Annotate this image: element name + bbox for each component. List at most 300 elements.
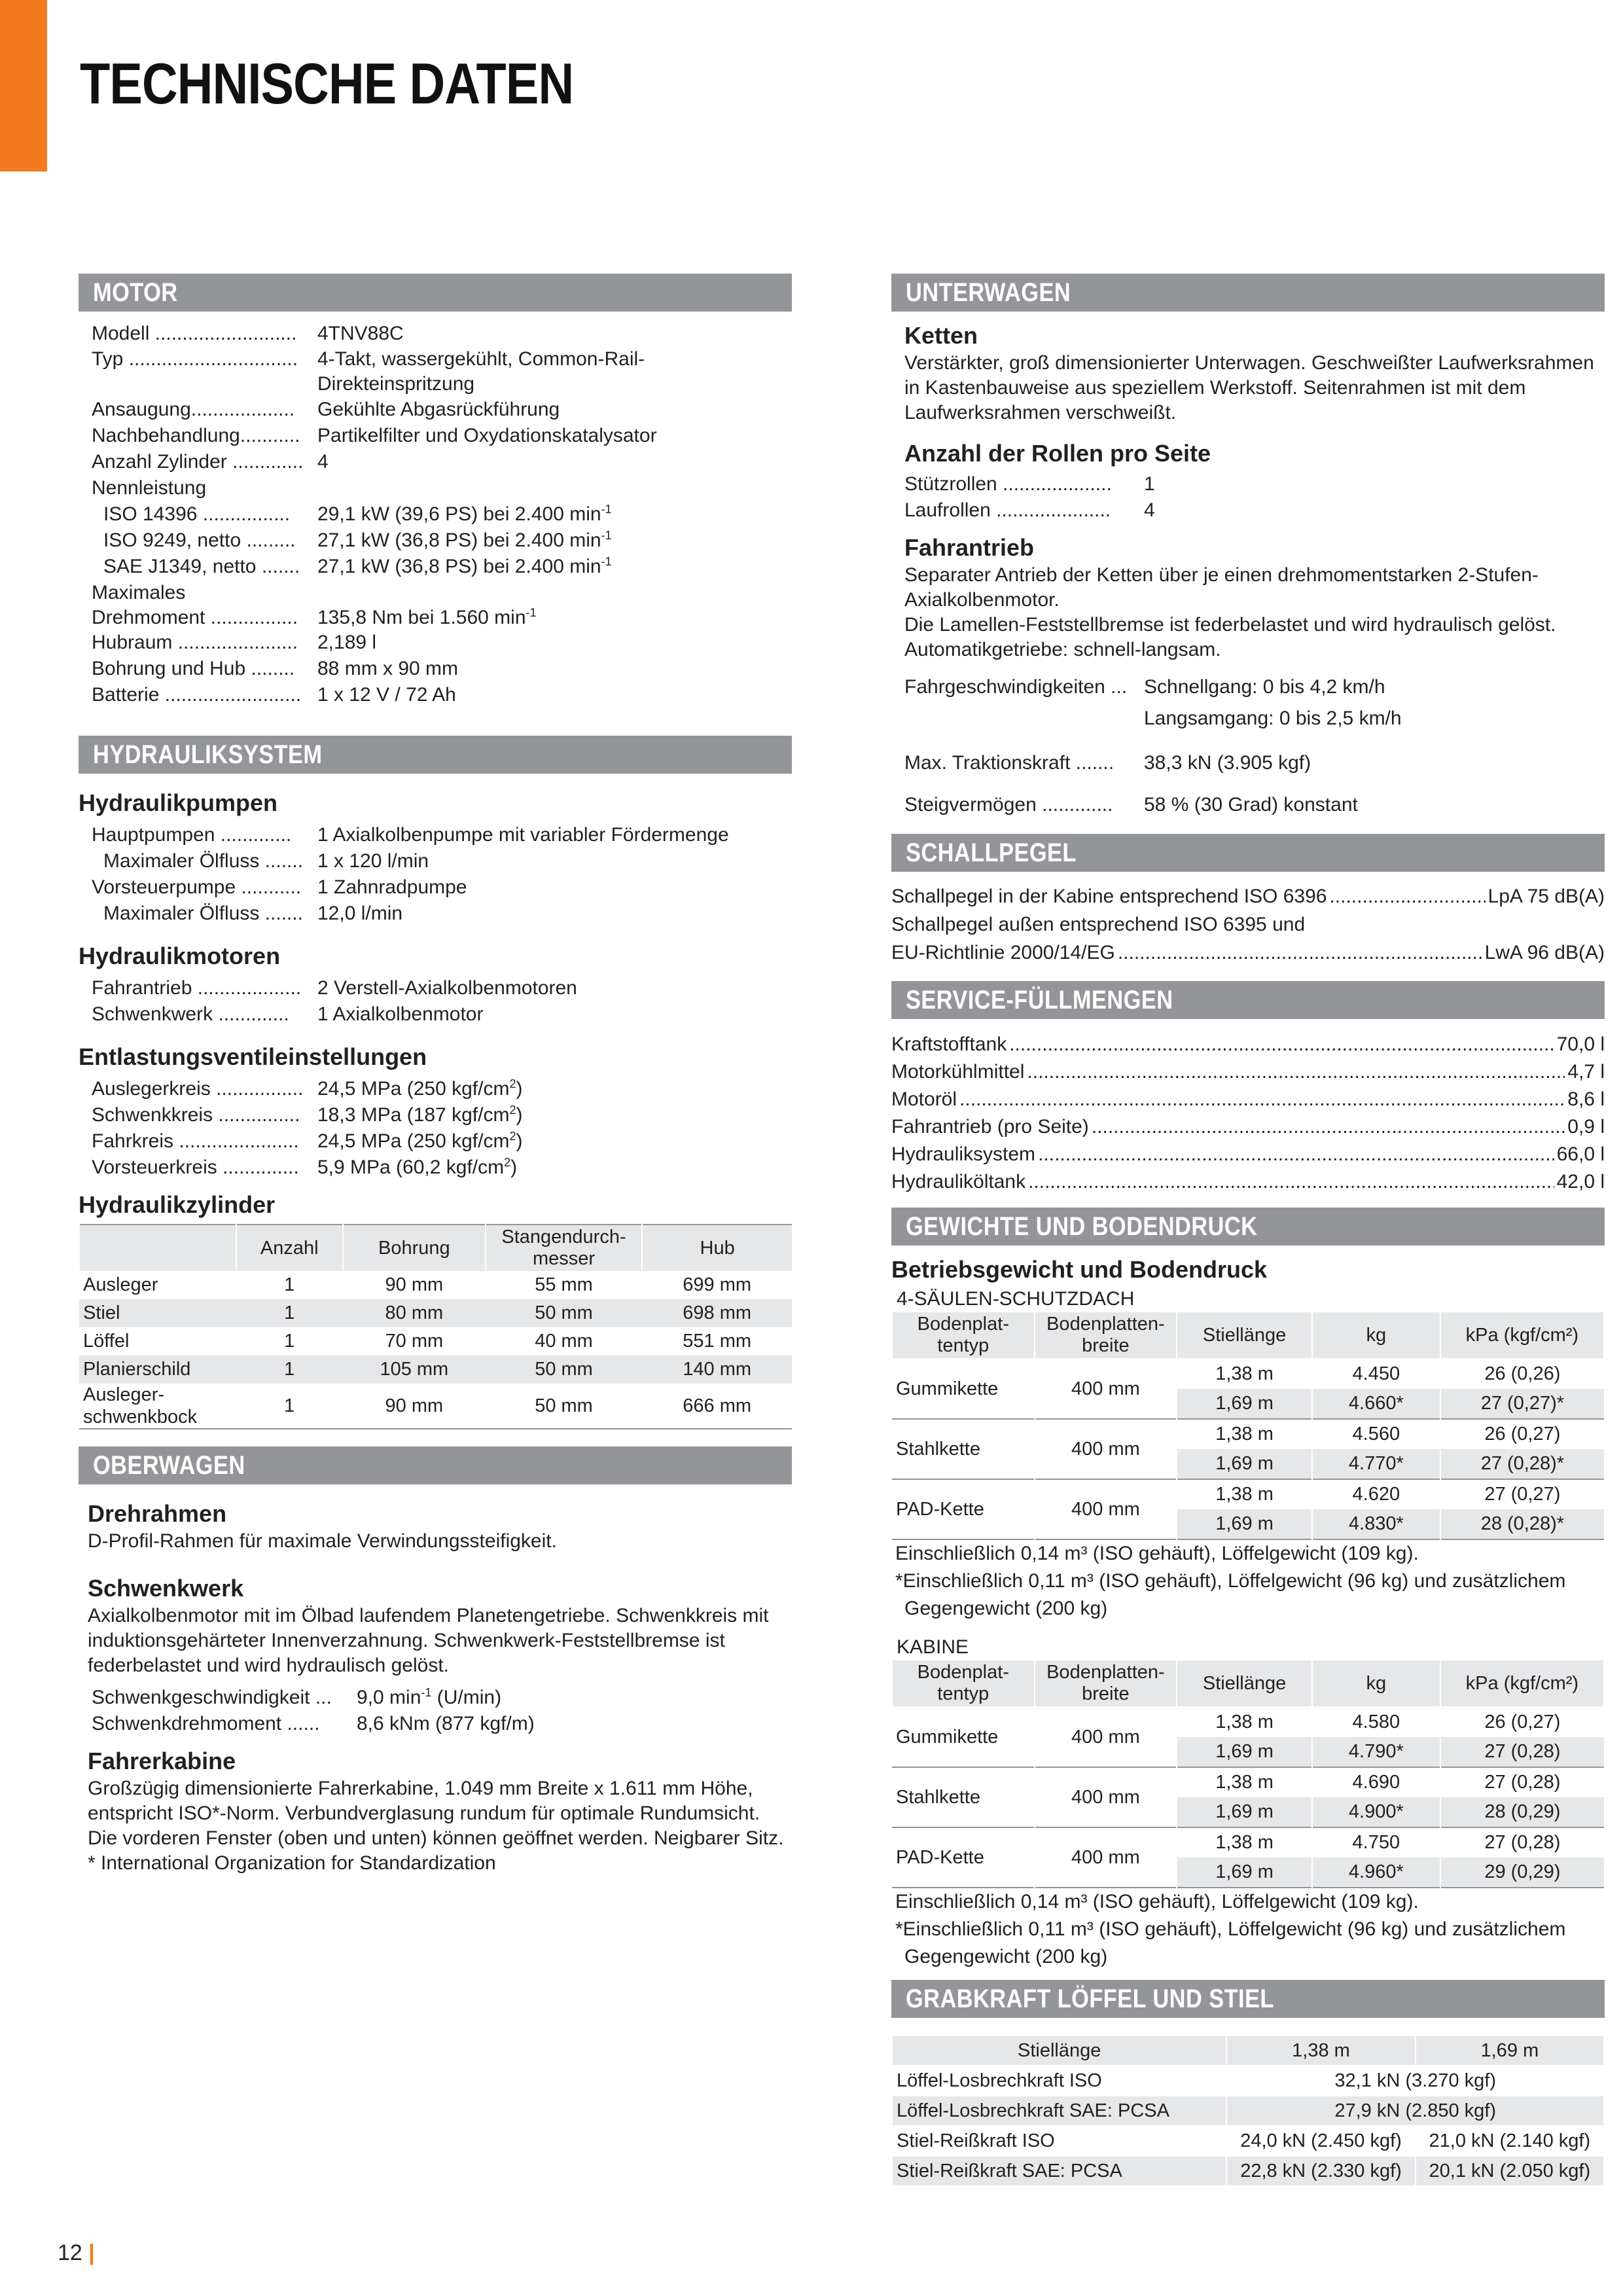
spec-row-langsamgang: Langsamgang: 0 bis 2,5 km/h (1144, 708, 1402, 729)
spec-value-sup: 2 (509, 1130, 516, 1143)
table-header-cell: Stangendurch-messer (486, 1225, 643, 1271)
section-header-service: SERVICE-FÜLLMENGEN (891, 981, 1605, 1019)
spec-value-sup: -1 (601, 503, 612, 516)
table-header-cell: Stiellänge (892, 2036, 1226, 2066)
spec-label: Maximaler Ölfluss ....... (103, 850, 304, 872)
weights-note: *Einschließlich 0,11 m³ (ISO gehäuft), Löffelgewicht (96 kg) und zusätzlichem (895, 1570, 1566, 1592)
motor-spec-list (79, 321, 792, 708)
spec-value-tail: (U/min) (431, 1687, 502, 1708)
table-cell: 1,69 m (1177, 1797, 1312, 1827)
spec-value-text: 4 (317, 451, 329, 473)
service-fuellmengen-list (891, 1031, 1605, 1196)
table-cell-breite: 400 mm (1035, 1707, 1177, 1767)
table-header-cell: Bohrung (343, 1225, 486, 1271)
spec-label: Bohrung und Hub ........ (92, 658, 295, 679)
table-row (79, 1355, 792, 1384)
spec-value (1144, 471, 1605, 497)
subsection-hydraulikpumpen: Hydraulikpumpen (79, 789, 278, 816)
spec-value (317, 397, 792, 423)
motor-power-row (79, 528, 792, 554)
table-header-cell: Bodenplatten-breite (1035, 1660, 1177, 1707)
spec-value (317, 682, 792, 708)
table-cell: 1,38 m (1177, 1707, 1312, 1737)
motor-row (79, 630, 792, 656)
table-header-cell: Stiellänge (1177, 1312, 1312, 1359)
table-cell: 29 (0,29) (1440, 1857, 1604, 1888)
spec-value (317, 347, 792, 397)
section-header-schallpegel: SCHALLPEGEL (891, 834, 1605, 872)
spec-value-text: 27,1 kW (36,8 PS) bei 2.400 min (317, 556, 601, 577)
page-number-separator: | (88, 2240, 95, 2265)
service-item-label: Motorkühlmittel (891, 1061, 1025, 1083)
table-header-cell: kPa (kgf/cm²) (1440, 1660, 1604, 1707)
schwenk-row (79, 1685, 792, 1711)
table-header-cell: Bodenplat-tentyp (892, 1312, 1035, 1359)
spec-value-text: 1 Axialkolbenpumpe mit variabler Fördermenge (317, 824, 729, 846)
motor-row (79, 347, 792, 397)
table-cell: 699 mm (683, 1274, 752, 1295)
spec-label: Schwenkwerk ............. (92, 1003, 289, 1025)
dot-leader (959, 1086, 1565, 1113)
table-cell: 1,38 m (1177, 1827, 1312, 1857)
service-item-label: Kraftstofftank (891, 1033, 1007, 1055)
spec-label: ISO 14396 ................ (103, 503, 291, 525)
spec-value (317, 1001, 792, 1028)
table-header-cell: Hub (642, 1225, 792, 1271)
table-header-row (892, 1660, 1604, 1707)
table-cell: 4.770* (1312, 1449, 1440, 1479)
table-cell: 1 (284, 1395, 295, 1416)
table-cell: 24,0 kN (2.450 kgf) (1226, 2126, 1415, 2156)
spec-value (357, 1685, 792, 1711)
table-cell: 4.580 (1312, 1707, 1440, 1737)
subsection-ketten: Ketten (904, 322, 978, 349)
motor-row (79, 656, 792, 682)
table-cell-breite: 400 mm (1035, 1359, 1177, 1419)
motor-row (79, 682, 792, 708)
table-row (79, 1327, 792, 1355)
ventil-row (79, 1102, 792, 1128)
weights-table-caption: 4-SÄULEN-SCHUTZDACH (897, 1288, 1135, 1310)
service-item (891, 1168, 1605, 1196)
spec-label: Maximales (92, 582, 186, 603)
subsection-fahrerkabine: Fahrerkabine (88, 1748, 236, 1774)
spec-label: Vorsteuerpumpe ........... (92, 876, 302, 898)
subsection-rollen: Anzahl der Rollen pro Seite (904, 440, 1211, 467)
table-cell: 4.830* (1312, 1509, 1440, 1539)
spec-value-sup: -1 (601, 555, 612, 568)
subsection-drehrahmen: Drehrahmen (88, 1500, 227, 1527)
rollen-row (891, 497, 1605, 524)
table-cell: 27 (0,28) (1440, 1827, 1604, 1857)
table-cell-breite: 400 mm (1035, 1827, 1177, 1888)
table-cell: 50 mm (486, 1299, 643, 1327)
spec-label: Fahrantrieb ................... (92, 977, 302, 999)
spec-value-sup: 2 (504, 1156, 511, 1169)
spec-value (317, 475, 792, 501)
table-row (892, 2156, 1604, 2186)
service-item-value: 70,0 l (1556, 1033, 1605, 1055)
table-header-row (892, 1312, 1604, 1359)
spec-value-sup: 2 (509, 1077, 516, 1090)
schwenk-row (79, 1711, 792, 1737)
table-cell-breite: 400 mm (1035, 1479, 1177, 1539)
table-cell: 90 mm (385, 1395, 444, 1416)
spec-value (317, 1128, 792, 1155)
table-cell: 90 mm (385, 1274, 444, 1295)
table-row (892, 1767, 1604, 1797)
spec-value-text: 24,5 MPa (250 kgf/cm (317, 1078, 510, 1100)
left-column (79, 274, 792, 1876)
spec-value-text: 18,3 MPa (187 kgf/cm (317, 1104, 510, 1126)
table-cell: Stiel (79, 1299, 236, 1327)
spec-value (317, 1076, 792, 1102)
table-cell: 1,69 m (1177, 1509, 1312, 1539)
spec-value (317, 656, 792, 682)
spec-value-text: 12,0 l/min (317, 903, 403, 924)
spec-value-text: 27,1 kW (36,8 PS) bei 2.400 min (317, 529, 601, 551)
spec-value-text: 4TNV88C (317, 323, 404, 344)
dot-leader (1027, 1058, 1565, 1086)
table-row (892, 1707, 1604, 1737)
schwenkwerk-text: Axialkolbenmotor mit im Ölbad laufendem Planetengetriebe. Schwenkkreis mit induktionsgehärteter Innenverzahnung. Schwenkwerk-Feststellbremse ist federbelastet und wird hydraulisch gelöst. (88, 1605, 769, 1676)
table-cell: Ausleger (83, 1274, 158, 1295)
table-cell: Stiel-Reißkraft SAE: PCSA (892, 2156, 1226, 2186)
spec-label: Hubraum ...................... (92, 632, 298, 653)
weights-note: *Einschließlich 0,11 m³ (ISO gehäuft), Löffelgewicht (96 kg) und zusätzlichem (895, 1918, 1566, 1940)
dot-leader (1028, 1168, 1554, 1196)
spec-label: Laufrollen ..................... (904, 499, 1111, 521)
spec-label: ISO 9249, netto ......... (103, 529, 296, 551)
service-item-label: Hydrauliksystem (891, 1143, 1036, 1165)
spec-value-sup: -1 (601, 529, 612, 542)
table-cell: 4.620 (1312, 1479, 1440, 1509)
table-cell: 27,9 kN (2.850 kgf) (1226, 2096, 1604, 2126)
page-number: 12 (58, 2240, 82, 2265)
table-cell: Löffel-Losbrechkraft ISO (892, 2066, 1226, 2096)
subsection-betriebsgewicht: Betriebsgewicht und Bodendruck (891, 1256, 1268, 1283)
table-cell: 4.450 (1312, 1359, 1440, 1389)
spec-value (317, 528, 792, 554)
hydraulikzylinder-table (79, 1224, 792, 1429)
spec-value-text: 24,5 MPa (250 kgf/cm (317, 1130, 510, 1152)
table-cell: 1 (236, 1355, 343, 1384)
weights-note: Gegengewicht (200 kg) (904, 1598, 1108, 1619)
spec-value-text: 5,9 MPa (60,2 kgf/cm (317, 1157, 505, 1178)
service-item (891, 1058, 1605, 1086)
spec-label: Schwenkdrehmoment ...... (92, 1713, 320, 1734)
table-cell: 1,38 m (1177, 1419, 1312, 1449)
service-item-value: 42,0 l (1556, 1171, 1605, 1193)
fahrantrieb-text-2: Die Lamellen-Feststellbremse ist federbelastet und wird hydraulisch gelöst. Automatikgetriebe: schnell-langsam. (904, 614, 1556, 660)
spec-value (317, 501, 792, 528)
ventil-row (79, 1076, 792, 1102)
spec-value-text: 135,8 Nm bei 1.560 min (317, 607, 526, 628)
rollen-row (891, 471, 1605, 497)
rollen-spec-list (891, 471, 1605, 524)
spec-value (317, 321, 792, 347)
table-cell: 22,8 kN (2.330 kgf) (1226, 2156, 1415, 2186)
motor-row (79, 321, 792, 347)
table-row (79, 1271, 792, 1299)
ventil-row (79, 1128, 792, 1155)
spec-value-tail: ) (516, 1078, 523, 1100)
table-cell: 4.560 (1312, 1419, 1440, 1449)
spec-label: Nennleistung (92, 477, 207, 499)
spec-value-text: 1 Zahnradpumpe (317, 876, 467, 898)
motor-torque-row (79, 606, 792, 630)
section-header-grabkraft: GRABKRAFT LÖFFEL UND STIEL (891, 1980, 1605, 2018)
table-header-cell: 1,69 m (1416, 2036, 1604, 2066)
spec-label: Fahrkreis ...................... (92, 1130, 299, 1152)
page-title: TECHNISCHE DATEN (80, 51, 574, 116)
page-footer (58, 2240, 95, 2266)
right-column (891, 274, 1605, 2187)
gewichte-tables (891, 1287, 1605, 1971)
spec-value (317, 901, 792, 927)
table-cell: 27 (0,28)* (1440, 1449, 1604, 1479)
table-row (892, 2066, 1604, 2096)
table-cell: 27 (0,28) (1440, 1737, 1604, 1767)
spec-value (1144, 497, 1605, 524)
pumpen-row (79, 822, 792, 848)
spec-value (317, 874, 792, 901)
table-header-row (892, 2036, 1604, 2066)
spec-value-text: 1 (1144, 473, 1155, 495)
pumpen-spec-list (79, 822, 792, 927)
table-cell: 40 mm (535, 1331, 593, 1352)
ventile-spec-list (79, 1076, 792, 1181)
spec-value-text: 2 Verstell-Axialkolbenmotoren (317, 977, 577, 999)
dot-leader (1009, 1031, 1554, 1058)
table-cell: Ausleger-schwenkbock (83, 1384, 198, 1427)
subsection-schwenkwerk: Schwenkwerk (88, 1575, 244, 1602)
service-item-label: Hydrauliköltank (891, 1171, 1026, 1193)
motor-row (79, 475, 792, 501)
spec-value-text: 4 (1144, 499, 1155, 521)
service-item-value: 8,6 l (1567, 1088, 1605, 1110)
service-item-label: Fahrantrieb (pro Seite) (891, 1116, 1089, 1138)
table-row (892, 1359, 1604, 1389)
motoren-spec-list (79, 975, 792, 1028)
table-cell-breite: 400 mm (1035, 1419, 1177, 1479)
subsection-hydraulikzylinder: Hydraulikzylinder (79, 1191, 276, 1218)
spec-value-tail: ) (516, 1130, 523, 1152)
spec-value-sup: 2 (509, 1103, 516, 1117)
spec-label: Modell .......................... (92, 323, 297, 344)
table-cell: 1 (284, 1274, 295, 1295)
table-cell: 1,69 m (1177, 1389, 1312, 1419)
weights-note: Einschließlich 0,14 m³ (ISO gehäuft), Löffelgewicht (109 kg). (895, 1891, 1419, 1912)
table-cell: 1,38 m (1177, 1767, 1312, 1797)
pumpen-row (79, 874, 792, 901)
spec-value-text: 1 x 12 V / 72 Ah (317, 684, 456, 706)
table-cell: 55 mm (535, 1274, 593, 1295)
table-cell-typ: PAD-Kette (896, 1498, 984, 1520)
weights-table (891, 1311, 1605, 1540)
table-cell: 4.790* (1312, 1737, 1440, 1767)
grabkraft-table (891, 2035, 1605, 2187)
section-header-hydraulik: HYDRAULIKSYSTEM (79, 736, 792, 774)
table-cell-breite: 400 mm (1035, 1767, 1177, 1827)
table-cell: 551 mm (683, 1331, 752, 1352)
motoren-row (79, 1001, 792, 1028)
spec-value-text: 1 x 120 l/min (317, 850, 429, 872)
spec-label: Typ ............................... (92, 348, 298, 370)
motor-row (79, 423, 792, 449)
motor-power-row (79, 554, 792, 580)
table-header-row (79, 1225, 792, 1271)
drehrahmen-text: D-Profil-Rahmen für maximale Verwindungssteifigkeit. (88, 1530, 557, 1552)
table-cell: Planierschild (79, 1355, 236, 1384)
table-cell: 50 mm (535, 1395, 593, 1416)
spec-row-traktionskraft: Max. Traktionskraft ....... 38,3 kN (3.905 kgf) (904, 752, 1311, 774)
table-row (892, 2096, 1604, 2126)
table-header-cell: 1,38 m (1226, 2036, 1415, 2066)
spec-value-text: 4-Takt, wassergekühlt, Common-Rail-Direkteinspritzung (317, 348, 645, 395)
table-cell: 140 mm (642, 1355, 792, 1384)
subsection-entlastungsventile: Entlastungsventileinstellungen (79, 1043, 427, 1070)
subsection-fahrantrieb: Fahrantrieb (904, 534, 1035, 561)
schallpegel-eu-row: EU-Richtlinie 2000/14/EG ..... LwA 96 dB(A) (891, 939, 1605, 967)
table-cell: 1,69 m (1177, 1449, 1312, 1479)
table-cell: 4.660* (1312, 1389, 1440, 1419)
service-item (891, 1086, 1605, 1113)
fahrantrieb-spec-list (891, 672, 1605, 821)
table-cell: 1,38 m (1177, 1359, 1312, 1389)
table-cell: 1 (236, 1299, 343, 1327)
spec-row-steigvermoegen: Steigvermögen ............. 58 % (30 Grad) konstant (904, 794, 1358, 816)
spec-value-text: Gekühlte Abgasrückführung (317, 399, 560, 420)
table-cell: 20,1 kN (2.050 kgf) (1416, 2156, 1604, 2186)
weights-table (891, 1659, 1605, 1888)
table-cell: 26 (0,27) (1440, 1707, 1604, 1737)
weights-table-caption: KABINE (897, 1636, 969, 1658)
spec-value-text: 29,1 kW (39,6 PS) bei 2.400 min (317, 503, 601, 525)
table-cell: 666 mm (683, 1395, 752, 1416)
motor-row (79, 397, 792, 423)
spec-label: Schwenkgeschwindigkeit ... (92, 1687, 332, 1708)
spec-label: Ansaugung................... (92, 399, 295, 420)
table-cell: 4.690 (1312, 1767, 1440, 1797)
table-cell: Löffel-Losbrechkraft SAE: PCSA (892, 2096, 1226, 2126)
table-cell: 26 (0,27) (1440, 1419, 1604, 1449)
spec-value (317, 1155, 792, 1181)
table-cell: Stiel-Reißkraft ISO (892, 2126, 1226, 2156)
schallpegel-kabine-row: Schallpegel in der Kabine entsprechend ISO 6396 ..... LpA 75 dB(A) (891, 882, 1605, 910)
spec-label: Schwenkkreis ............... (92, 1104, 300, 1126)
service-item-label: Motoröl (891, 1088, 957, 1110)
table-row (79, 1384, 792, 1429)
motor-torque-label-row (79, 580, 792, 606)
schallpegel-aussen-row: Schallpegel außen entsprechend ISO 6395 und (891, 914, 1306, 935)
spec-label: Drehmoment ................ (92, 607, 298, 628)
table-cell: 28 (0,28)* (1440, 1509, 1604, 1539)
spec-value-text: 2,189 l (317, 632, 377, 653)
table-header-cell: kg (1312, 1312, 1440, 1359)
spec-row-fahrgeschwindigkeit: Fahrgeschwindigkeiten ... Schnellgang: 0 bis 4,2 km/h (904, 676, 1385, 698)
spec-value (317, 1102, 792, 1128)
table-cell: 4.750 (1312, 1827, 1440, 1857)
table-header-cell (79, 1225, 236, 1271)
table-cell-typ: PAD-Kette (896, 1846, 984, 1868)
spec-label: Batterie ......................... (92, 684, 302, 706)
fahrerkabine-text: Großzügig dimensionierte Fahrerkabine, 1.049 mm Breite x 1.611 mm Höhe, entspricht ISO*-Norm. Verbundverglasung rundum für optimale Rundumsicht. Die vorderen Fenster (oben und unten) können geöffnet werden. Neigbarer Sitz. (88, 1778, 784, 1849)
section-header-oberwagen: OBERWAGEN (79, 1446, 792, 1484)
schwenkwerk-spec-list (79, 1685, 792, 1737)
pumpen-row (79, 901, 792, 927)
motor-row (79, 449, 792, 475)
spec-value-text: 9,0 min (357, 1687, 421, 1708)
spec-label: Stützrollen .................... (904, 473, 1112, 495)
spec-label: SAE J1349, netto ....... (103, 556, 300, 577)
spec-value (317, 975, 792, 1001)
spec-value (317, 630, 792, 656)
table-cell: 32,1 kN (3.270 kgf) (1226, 2066, 1604, 2096)
weights-note: Einschließlich 0,14 m³ (ISO gehäuft), Löffelgewicht (109 kg). (895, 1543, 1419, 1564)
spec-value (317, 554, 792, 580)
table-cell: 21,0 kN (2.140 kgf) (1416, 2126, 1604, 2156)
table-row (892, 1479, 1604, 1509)
spec-label: Hauptpumpen ............. (92, 824, 292, 846)
spec-value-text: 8,6 kNm (877 kgf/m) (357, 1713, 535, 1734)
table-header-cell: Bodenplatten-breite (1035, 1312, 1177, 1359)
section-header-unterwagen: UNTERWAGEN (891, 274, 1605, 312)
table-cell-typ: Stahlkette (896, 1438, 980, 1460)
table-header-cell: Bodenplat-tentyp (892, 1660, 1035, 1707)
service-item-value: 66,0 l (1556, 1143, 1605, 1165)
spec-value (317, 822, 792, 848)
spec-value (317, 449, 792, 475)
table-cell: 27 (0,28) (1440, 1767, 1604, 1797)
pumpen-row (79, 848, 792, 874)
table-cell: 1,69 m (1177, 1857, 1312, 1888)
ventil-row (79, 1155, 792, 1181)
section-header-gewichte: GEWICHTE UND BODENDRUCK (891, 1208, 1605, 1246)
service-item (891, 1031, 1605, 1058)
spec-label: Anzahl Zylinder ............. (92, 451, 304, 473)
table-cell: 1,38 m (1177, 1479, 1312, 1509)
service-item (891, 1141, 1605, 1168)
spec-value-text: 1 Axialkolbenmotor (317, 1003, 484, 1025)
table-header-cell: kPa (kgf/cm²) (1440, 1312, 1604, 1359)
table-cell: 80 mm (343, 1299, 486, 1327)
table-row (892, 1827, 1604, 1857)
motor-power-row (79, 501, 792, 528)
table-cell: 1 (284, 1331, 295, 1352)
table-row (892, 1419, 1604, 1449)
dot-leader (1038, 1141, 1554, 1168)
table-row (79, 1299, 792, 1327)
table-cell: 50 mm (486, 1355, 643, 1384)
dot-leader (1092, 1113, 1565, 1141)
table-cell-typ: Stahlkette (896, 1786, 980, 1808)
section-header-motor: MOTOR (79, 274, 792, 312)
table-cell-typ: Gummikette (896, 1726, 999, 1748)
service-item-value: 0,9 l (1567, 1116, 1605, 1138)
table-cell: 27 (0,27) (1440, 1479, 1604, 1509)
spec-value (317, 606, 792, 630)
spec-value-tail: ) (510, 1157, 518, 1178)
spec-value-sup: -1 (421, 1686, 432, 1699)
table-cell: 26 (0,26) (1440, 1359, 1604, 1389)
subsection-hydraulikmotoren: Hydraulikmotoren (79, 942, 281, 969)
table-header-cell: kg (1312, 1660, 1440, 1707)
spec-label: Vorsteuerkreis .............. (92, 1157, 299, 1178)
spec-value (317, 423, 792, 449)
spec-value-tail: ) (516, 1104, 523, 1126)
table-cell: 27 (0,27)* (1440, 1389, 1604, 1419)
